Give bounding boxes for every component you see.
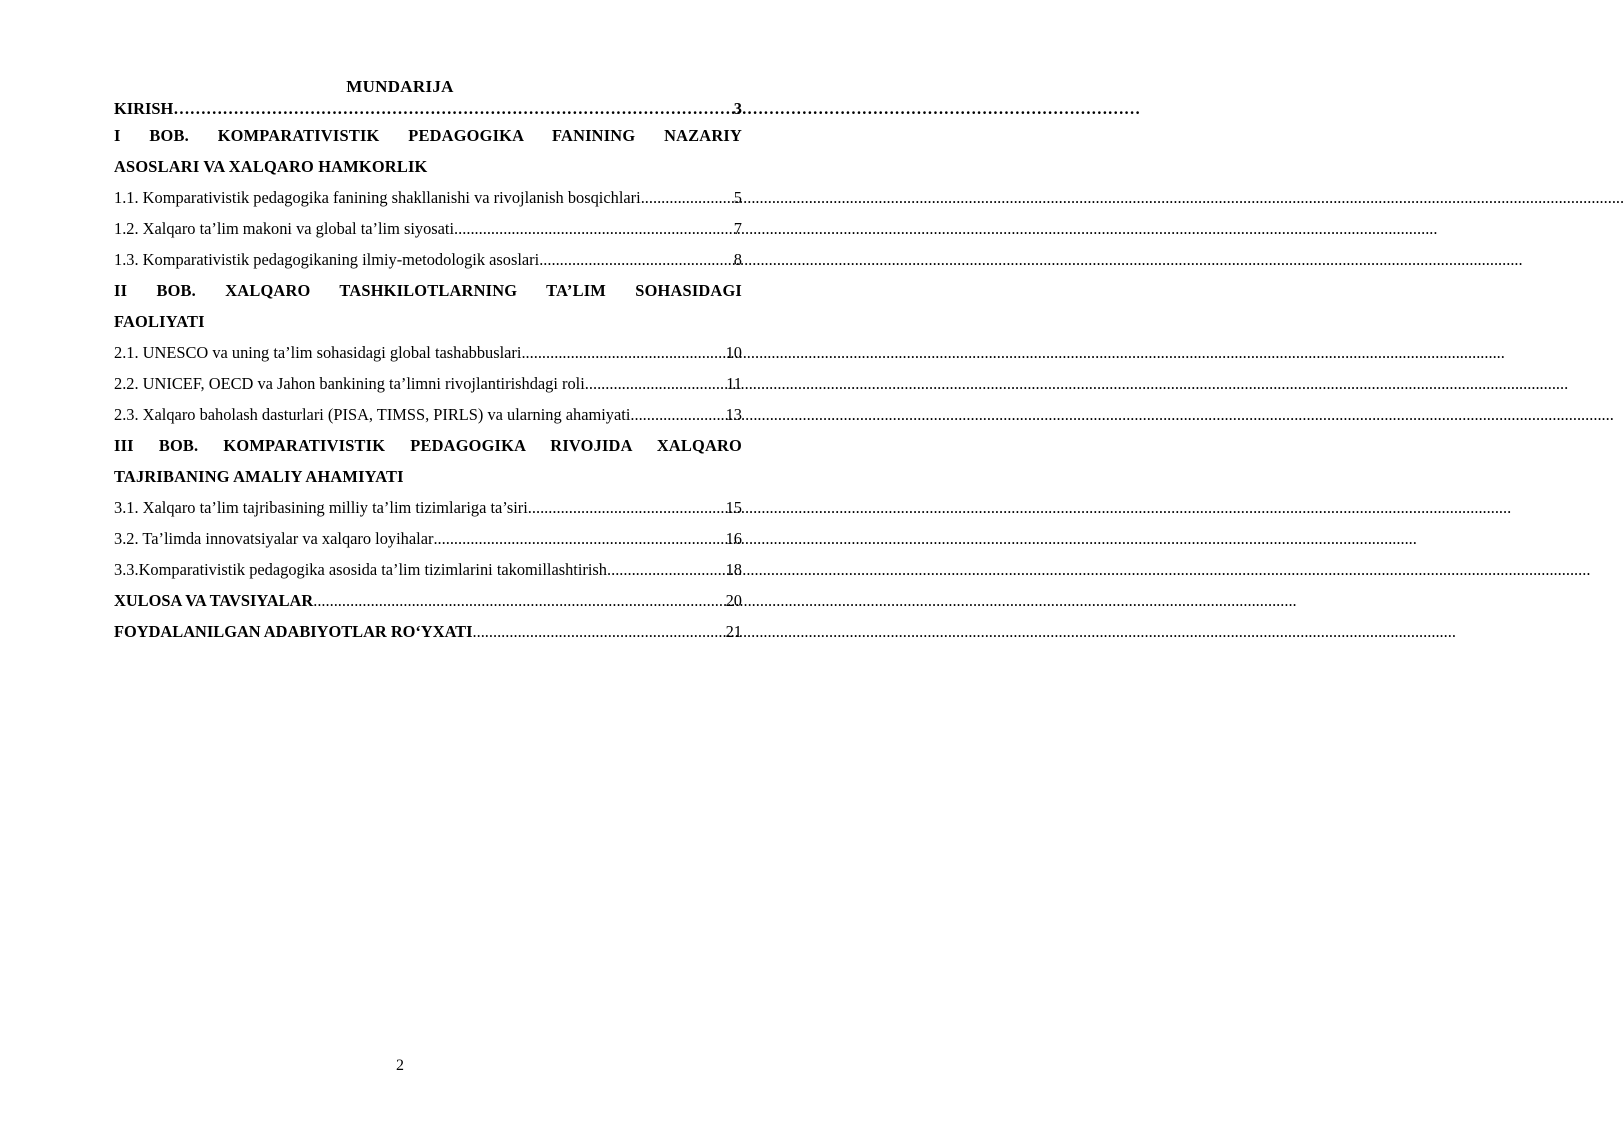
chapter-heading-line: TAJRIBANING AMALIY AHAMIYATI [114,467,404,486]
toc-entry-page: 16 [725,529,742,548]
toc-entry-3-3[interactable] [114,554,742,585]
toc-entry-2-1[interactable] [114,337,742,368]
toc-entry-label: 1.1. Komparativistik pedagogika fanining shakllanishi va rivojlanish bosqichlari [114,188,641,207]
toc-entry-label: 1.3. Komparativistik pedagogikaning ilmiy-metodologik asoslari [114,250,540,269]
toc-leader-dots [521,337,725,368]
toc-entry-label: FOYDALANILGAN ADABIYOTLAR RO‘YXATI [114,622,473,641]
toc-entry-1-3[interactable] [114,244,742,275]
toc-entry-page: 13 [725,405,742,424]
toc-leader-dots [433,523,725,554]
toc-entry-page: 15 [725,498,742,517]
toc-title: MUNDARIJA [346,77,454,96]
table-of-contents [114,97,742,647]
toc-leader-dots [528,492,726,523]
toc-leader-dots [454,213,734,244]
toc-entry-2-2[interactable] [114,368,742,399]
toc-chapter-2-heading[interactable] [114,275,742,337]
toc-entry-page: 20 [725,591,742,610]
chapter-heading-line: ASOSLARI VA XALQARO HAMKORLIK [114,157,428,176]
toc-leader-dots [539,244,734,275]
toc-entry-label: 3.3.Komparativistik pedagogika asosida ta’lim tizimlarini takomillashtirish [114,560,607,579]
toc-entry-2-3[interactable] [114,399,742,430]
toc-leader-dots [607,554,726,585]
page-number: 2 [396,1057,404,1074]
chapter-heading-line: FAOLIYATI [114,312,205,331]
toc-entry-page: 21 [725,622,742,641]
toc-entry-label: 1.2. Xalqaro ta’lim makoni va global ta’lim siyosati [114,219,455,238]
document-page [0,0,800,1131]
toc-leader-dots [173,97,734,120]
toc-leader-dots [630,399,725,430]
toc-entry-3-1[interactable] [114,492,742,523]
toc-entry-1-2[interactable] [114,213,742,244]
toc-entry-page: 7 [733,219,742,238]
toc-entry-page: 3 [733,99,742,118]
toc-entry-intro[interactable] [114,97,742,120]
toc-entry-label: KIRISH [114,99,174,118]
toc-entry-label: 2.1. UNESCO va uning ta’lim sohasidagi global tashabbuslari [114,343,522,362]
toc-entry-page: 10 [725,343,742,362]
toc-entry-3-2[interactable] [114,523,742,554]
toc-entry-label: 2.3. Xalqaro baholash dasturlari (PISA, TIMSS, PIRLS) va ularning ahamiyati [114,405,631,424]
toc-leader-dots [641,182,734,213]
toc-leader-dots [473,616,726,647]
toc-chapter-1-heading[interactable] [114,120,742,182]
chapter-heading-line: I BOB. KOMPARATIVISTIK PEDAGOGIKA FANINING NAZARIY [114,126,742,145]
toc-entry-page: 8 [733,250,742,269]
chapter-heading-line: III BOB. KOMPARATIVISTIK PEDAGOGIKA RIVOJIDA XALQARO [114,436,742,455]
toc-entry-1-1[interactable] [114,182,742,213]
toc-entry-label: 3.1. Xalqaro ta’lim tajribasining milliy ta’lim tizimlariga ta’siri [114,498,528,517]
toc-entry-label: 3.2. Ta’limda innovatsiyalar va xalqaro loyihalar [114,529,434,548]
toc-entry-conclusion[interactable] [114,585,742,616]
toc-chapter-3-heading[interactable] [114,430,742,492]
toc-leader-dots [313,585,725,616]
chapter-heading-line: II BOB. XALQARO TASHKILOTLARNING TA’LIM SOHASIDAGI [114,281,742,300]
toc-entry-label: 2.2. UNICEF, OECD va Jahon bankining ta’limni rivojlantirishdagi roli [114,374,585,393]
toc-entry-page: 5 [733,188,742,207]
toc-entry-references[interactable] [114,616,742,647]
toc-entry-label: XULOSA VA TAVSIYALAR [114,591,314,610]
toc-leader-dots [585,368,726,399]
toc-entry-page: 18 [725,560,742,579]
toc-entry-page: 11 [726,374,742,393]
